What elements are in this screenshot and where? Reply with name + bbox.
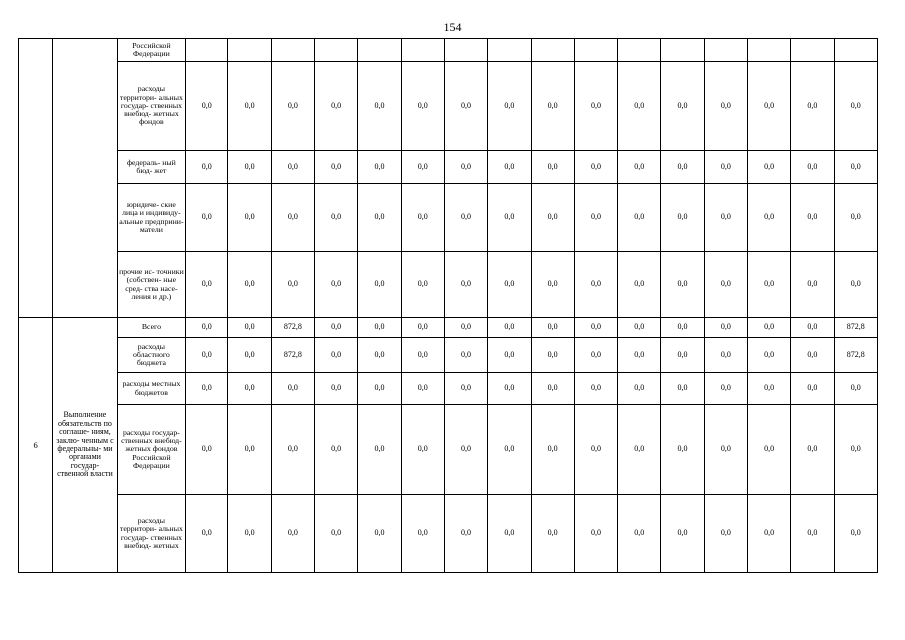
table-row (19, 184, 878, 252)
value-cell: 0,0 (186, 318, 228, 338)
value-cell: 0,0 (358, 373, 401, 405)
value-cell: 0,0 (186, 151, 228, 184)
value-cell: 0,0 (704, 184, 747, 252)
item-number-cell (19, 39, 53, 318)
value-cell: 0,0 (488, 252, 531, 318)
value-cell: 0,0 (574, 373, 617, 405)
value-cell: 0,0 (618, 318, 661, 338)
value-cell: 0,0 (618, 373, 661, 405)
value-cell: 0,0 (704, 338, 747, 373)
budget-table (18, 38, 878, 573)
value-cell: 0,0 (315, 318, 358, 338)
value-cell: 0,0 (661, 373, 704, 405)
value-cell: 0,0 (444, 62, 487, 151)
value-cell: 0,0 (531, 495, 574, 573)
value-cell: 0,0 (186, 373, 228, 405)
value-cell: 0,0 (661, 318, 704, 338)
value-cell: 0,0 (834, 405, 877, 495)
value-cell: 0,0 (315, 252, 358, 318)
item-name-cell: Выполнение обязательств по соглаше- ниям, заклю- ченным с федеральны- ми органами государ- ственной власти (53, 318, 117, 573)
table-row (19, 62, 878, 151)
value-cell: 0,0 (358, 338, 401, 373)
value-cell: 0,0 (618, 405, 661, 495)
value-cell: 0,0 (228, 318, 271, 338)
value-cell: 0,0 (791, 318, 834, 338)
value-cell: 0,0 (315, 62, 358, 151)
value-cell: 0,0 (228, 495, 271, 573)
value-cell: 0,0 (661, 62, 704, 151)
value-cell: 0,0 (444, 373, 487, 405)
value-cell: 0,0 (401, 252, 444, 318)
table-row (19, 39, 878, 62)
value-cell (618, 39, 661, 62)
value-cell (747, 39, 790, 62)
value-cell: 0,0 (661, 151, 704, 184)
value-cell (834, 39, 877, 62)
value-cell: 0,0 (618, 338, 661, 373)
value-cell: 0,0 (704, 405, 747, 495)
value-cell: 0,0 (401, 151, 444, 184)
value-cell: 0,0 (444, 318, 487, 338)
value-cell: 0,0 (531, 318, 574, 338)
value-cell: 872,8 (834, 318, 877, 338)
value-cell: 0,0 (186, 405, 228, 495)
value-cell: 0,0 (444, 184, 487, 252)
value-cell (704, 39, 747, 62)
item-number-cell: 6 (19, 318, 53, 573)
value-cell: 0,0 (747, 62, 790, 151)
value-cell: 0,0 (358, 495, 401, 573)
value-cell: 0,0 (661, 252, 704, 318)
value-cell: 0,0 (531, 373, 574, 405)
value-cell: 0,0 (358, 62, 401, 151)
value-cell: 0,0 (315, 373, 358, 405)
value-cell: 0,0 (271, 405, 314, 495)
item-name-cell (53, 39, 117, 318)
value-cell: 0,0 (704, 151, 747, 184)
value-cell: 0,0 (228, 405, 271, 495)
value-cell: 0,0 (186, 62, 228, 151)
value-cell: 872,8 (271, 318, 314, 338)
value-cell: 0,0 (401, 62, 444, 151)
value-cell: 0,0 (271, 252, 314, 318)
value-cell: 0,0 (228, 184, 271, 252)
value-cell: 0,0 (444, 252, 487, 318)
value-cell: 0,0 (791, 338, 834, 373)
value-cell: 0,0 (574, 318, 617, 338)
table-row (19, 151, 878, 184)
value-cell: 0,0 (747, 405, 790, 495)
funding-source-cell: расходы местных бюджетов (117, 373, 185, 405)
value-cell: 0,0 (186, 184, 228, 252)
value-cell: 0,0 (315, 338, 358, 373)
value-cell: 0,0 (228, 373, 271, 405)
value-cell: 0,0 (488, 62, 531, 151)
value-cell: 0,0 (358, 318, 401, 338)
value-cell: 0,0 (401, 184, 444, 252)
table-row (19, 338, 878, 373)
value-cell: 0,0 (228, 62, 271, 151)
value-cell: 0,0 (531, 405, 574, 495)
value-cell: 0,0 (401, 373, 444, 405)
value-cell (315, 39, 358, 62)
funding-source-cell: федераль- ный бюд- жет (117, 151, 185, 184)
value-cell: 0,0 (488, 184, 531, 252)
value-cell (271, 39, 314, 62)
value-cell: 0,0 (791, 184, 834, 252)
table-row (19, 495, 878, 573)
value-cell: 0,0 (834, 184, 877, 252)
value-cell: 0,0 (574, 495, 617, 573)
value-cell: 0,0 (271, 495, 314, 573)
value-cell (661, 39, 704, 62)
value-cell: 0,0 (531, 184, 574, 252)
value-cell: 0,0 (186, 338, 228, 373)
value-cell: 0,0 (444, 151, 487, 184)
value-cell (791, 39, 834, 62)
value-cell: 0,0 (444, 495, 487, 573)
funding-source-cell: прочие ис- точники (собствен- ные сред- ства насе- ления и др.) (117, 252, 185, 318)
funding-source-cell: расходы областного бюджета (117, 338, 185, 373)
value-cell: 0,0 (358, 151, 401, 184)
value-cell: 0,0 (574, 252, 617, 318)
value-cell: 0,0 (488, 373, 531, 405)
value-cell (401, 39, 444, 62)
value-cell (531, 39, 574, 62)
value-cell: 0,0 (271, 184, 314, 252)
value-cell (358, 39, 401, 62)
table-row (19, 252, 878, 318)
value-cell: 0,0 (661, 405, 704, 495)
value-cell: 872,8 (834, 338, 877, 373)
value-cell: 0,0 (704, 318, 747, 338)
value-cell: 0,0 (791, 151, 834, 184)
value-cell: 0,0 (358, 405, 401, 495)
value-cell: 0,0 (791, 252, 834, 318)
funding-source-cell: юридиче- ские лица и индивиду- альные предприни- матели (117, 184, 185, 252)
value-cell: 0,0 (401, 338, 444, 373)
value-cell: 0,0 (488, 405, 531, 495)
value-cell: 0,0 (186, 495, 228, 573)
funding-source-cell: расходы территори- альных государ- ственных внебюд- жетных фондов (117, 62, 185, 151)
funding-source-cell: Российской Федерации (117, 39, 185, 62)
value-cell: 0,0 (488, 338, 531, 373)
value-cell: 0,0 (661, 338, 704, 373)
value-cell: 0,0 (747, 318, 790, 338)
value-cell: 0,0 (747, 373, 790, 405)
value-cell: 0,0 (531, 252, 574, 318)
value-cell: 0,0 (271, 151, 314, 184)
value-cell: 0,0 (315, 151, 358, 184)
value-cell: 0,0 (315, 495, 358, 573)
value-cell: 0,0 (704, 373, 747, 405)
value-cell: 0,0 (574, 151, 617, 184)
value-cell: 0,0 (704, 252, 747, 318)
funding-source-cell: расходы территори- альных государ- ственных внебюд- жетных (117, 495, 185, 573)
value-cell (444, 39, 487, 62)
value-cell: 0,0 (747, 184, 790, 252)
value-cell: 0,0 (834, 151, 877, 184)
value-cell: 0,0 (488, 318, 531, 338)
value-cell: 0,0 (747, 252, 790, 318)
value-cell: 872,8 (271, 338, 314, 373)
value-cell: 0,0 (315, 184, 358, 252)
value-cell: 0,0 (791, 495, 834, 573)
value-cell: 0,0 (488, 495, 531, 573)
value-cell: 0,0 (747, 151, 790, 184)
value-cell: 0,0 (315, 405, 358, 495)
value-cell (186, 39, 228, 62)
value-cell: 0,0 (574, 338, 617, 373)
value-cell: 0,0 (271, 62, 314, 151)
value-cell: 0,0 (574, 62, 617, 151)
funding-source-cell: Всего (117, 318, 185, 338)
table-row (19, 318, 878, 338)
value-cell (228, 39, 271, 62)
value-cell: 0,0 (228, 338, 271, 373)
value-cell: 0,0 (834, 62, 877, 151)
value-cell: 0,0 (618, 184, 661, 252)
table-row (19, 373, 878, 405)
value-cell: 0,0 (618, 151, 661, 184)
value-cell: 0,0 (531, 151, 574, 184)
page-number: 154 (443, 20, 462, 34)
value-cell (488, 39, 531, 62)
value-cell: 0,0 (401, 405, 444, 495)
value-cell: 0,0 (444, 405, 487, 495)
value-cell: 0,0 (488, 151, 531, 184)
value-cell: 0,0 (358, 184, 401, 252)
funding-source-cell: расходы государ- ственных внебюд- жетных фондов Российской Федерации (117, 405, 185, 495)
value-cell: 0,0 (401, 318, 444, 338)
value-cell: 0,0 (618, 252, 661, 318)
value-cell: 0,0 (834, 495, 877, 573)
value-cell: 0,0 (618, 62, 661, 151)
value-cell: 0,0 (618, 495, 661, 573)
value-cell: 0,0 (228, 252, 271, 318)
value-cell: 0,0 (574, 184, 617, 252)
value-cell: 0,0 (574, 405, 617, 495)
value-cell: 0,0 (791, 405, 834, 495)
value-cell: 0,0 (747, 495, 790, 573)
value-cell: 0,0 (791, 373, 834, 405)
value-cell: 0,0 (228, 151, 271, 184)
value-cell: 0,0 (531, 62, 574, 151)
value-cell (574, 39, 617, 62)
value-cell: 0,0 (704, 62, 747, 151)
value-cell: 0,0 (186, 252, 228, 318)
table-row (19, 405, 878, 495)
value-cell: 0,0 (661, 184, 704, 252)
value-cell: 0,0 (834, 373, 877, 405)
value-cell: 0,0 (444, 338, 487, 373)
value-cell: 0,0 (531, 338, 574, 373)
value-cell: 0,0 (747, 338, 790, 373)
value-cell: 0,0 (401, 495, 444, 573)
value-cell: 0,0 (834, 252, 877, 318)
value-cell: 0,0 (661, 495, 704, 573)
value-cell: 0,0 (271, 373, 314, 405)
value-cell: 0,0 (358, 252, 401, 318)
value-cell: 0,0 (704, 495, 747, 573)
value-cell: 0,0 (791, 62, 834, 151)
